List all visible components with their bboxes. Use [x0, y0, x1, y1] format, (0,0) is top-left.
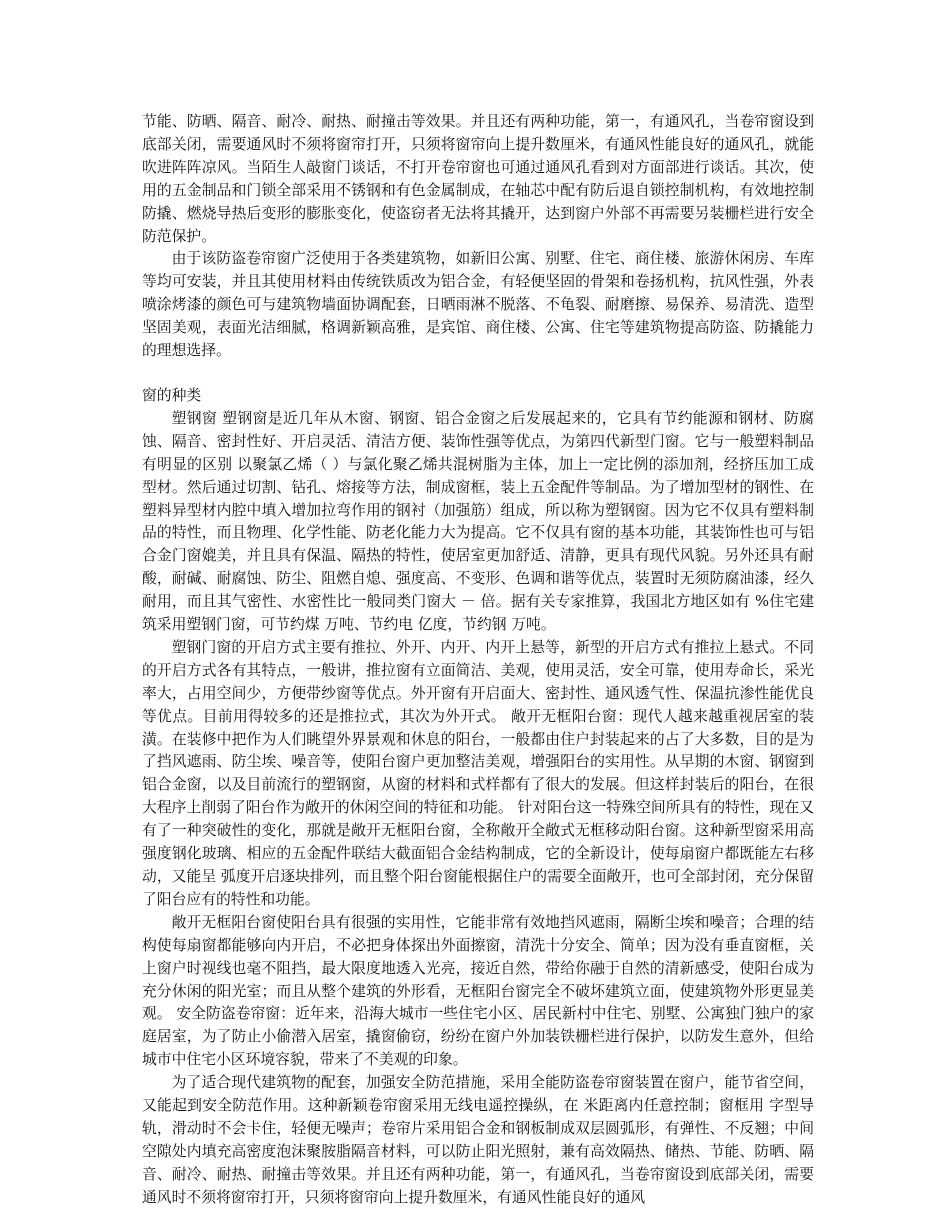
- paragraph-continued: 节能、防晒、隔音、耐冷、耐热、耐撞击等效果。并且还有两种功能，第一，有通风孔，当卷帘窗设到底部关闭，需要通风时不须将窗帘打开，只须将窗帘向上提升数厘米，有通风性能良好的通风孔，就能吹进阵阵凉风。当陌生人敲窗门谈话，不打开卷帘窗也可通过通风孔看到对方面部进行谈话。其次，使用的五金制品和门锁全部采用不锈钢和有色金属制成，在轴芯中配有防后退自锁控制机构，有效地控制防撬、燃烧导热后变形的膨胀变化，使盗窃者无法将其撬开，达到窗户外部不再需要另装栅栏进行安全防范保护。: [142, 113, 814, 245]
- paragraph-opening-methods: 塑钢门窗的开启方式主要有推拉、外开、内开、内开上悬等，新型的开启方式有推拉上悬式。不同的开启方式各有其特点，一般讲，推拉窗有立面简洁、美观，使用灵活，安全可靠，使用寿命长，采光率大，占用空间少，方便带纱窗等优点。外开窗有开启面大、密封性、通风透气性、保温抗渗性能优良等优点。目前用得较多的还是推拉式，其次为外开式。 敞开无框阳台窗：现代人越来越重视居室的装潢。在装修中把作为人们眺望外界景观和休息的阳台，一般都由住户封装起来的占了大多数，目的是为了挡风遮雨、防尘埃、噪音等，使阳台窗户更加整洁美观，增强阳台的实用性。从早期的木窗、钢窗到铝合金窗，以及目前流行的塑钢窗，从窗的材料和式样都有了很大的发展。但这样封装后的阳台，在很大程序上削弱了阳台作为敞开的休闲空间的特征和功能。 针对阳台这一特殊空间所具有的特性，现在又有了一种突破性的变化，那就是敞开无框阳台窗，全称敞开全敞式无框移动阳台窗。这种新型窗采用高强度钢化玻璃、相应的五金配件联结大截面铝合金结构制成，它的全新设计，使每扇窗户都既能左右移动，又能呈 弧度开启逐块排列，而且整个阳台窗能根据住户的需要全面敞开，也可全部封闭，充分保留了阳台应有的特性和功能。: [142, 638, 814, 908]
- paragraph-shutter-window-features: 为了适合现代建筑物的配套，加强安全防范措施，采用全能防盗卷帘窗装置在窗户，能节省空间，又能起到安全防范作用。这种新颖卷帘窗采用无线电遥控操纵，在 米距离内任意控制；窗框用 字型导轨，滑动时不会卡住，轻便无噪声；卷帘片采用铝合金和钢板制成双层圆弧形，有弹性、不反翘；中间空隙处内填充高密度泡沫聚胺脂隔音材料，可以防止阳光照射，兼有高效隔热、储热、节能、防晒、隔音、耐冷、耐热、耐撞击等效果。并且还有两种功能，第一，有通风孔，当卷帘窗设到底部关闭，需要通风时不须将窗帘打开，只须将窗帘向上提升数厘米，有通风性能良好的通风: [142, 1074, 814, 1206]
- paragraph-anti-theft-shutter-usage: 由于该防盗卷帘窗广泛使用于各类建筑物，如新旧公寓、别墅、住宅、商住楼、旅游休闲房、车库等均可安装，并且其使用材料由传统铁质改为铝合金，有轻便坚固的骨架和卷扬机构，抗风性强，外表喷涂烤漆的颜色可与建筑物墙面协调配套，日晒雨淋不脱落、不龟裂、耐磨擦、易保养、易清洗、造型坚固美观，表面光洁细腻，格调新颖高雅，是宾馆、商住楼、公寓、住宅等建筑物提高防盗、防撬能力的理想选择。: [142, 250, 814, 360]
- paragraph-plastic-steel-window: 塑钢窗 塑钢窗是近几年从木窗、钢窗、铝合金窗之后发展起来的，它具有节约能源和钢材、防腐蚀、隔音、密封性好、开启灵活、清洁方便、装饰性强等优点，为第四代新型门窗。它与一般塑料制品有明显的区别 以聚氯乙烯（ ）与氯化聚乙烯共混树脂为主体，加上一定比例的添加剂，经挤压加工成型材。然后通过切割、钻孔、熔接等方法，制成窗框，装上五金配件等制品。为了增加型材的钢性、在塑料异型材内腔中填入增加拉弯作用的钢衬（加强筋）组成，所以称为塑钢窗。因为它不仅具有塑料制品的特性，而且物理、化学性能、防老化能力大为提高。它不仅具有窗的基本功能，其装饰性也可与铝合金门窗媲美，并且具有保温、隔热的特性，使居室更加舒适、清静，更具有现代风貌。另外还具有耐酸，耐碱、耐腐蚀、防尘、阻燃自熄、强度高、不变形、色调和谐等优点，装置时无须防腐油漆，经久耐用，而且其气密性、水密性比一般同类门窗大 － 倍。据有关专家推算，我国北方地区如有 %住宅建筑采用塑钢门窗，可节约煤 万吨、节约电 亿度，节约钢 万吨。: [142, 409, 814, 634]
- paragraph-frameless-balcony-window: 敞开无框阳台窗使阳台具有很强的实用性，它能非常有效地挡风遮雨，隔断尘埃和噪音；合理的结构使每扇窗都能够向内开启，不必把身体探出外面擦窗，清洗十分安全、简单；因为没有垂直窗框，关上窗户时视线也毫不阻挡，最大限度地透入光亮，接近自然，带给你融于自然的清新感受，使阳台成为充分休闲的阳光室；而且从整个建筑的外形看，无框阳台窗完全不破坏建筑立面，使建筑物外形更显美观。 安全防盗卷帘窗：近年来，沿海大城市一些住宅小区、居民新村中住宅、别墅、公寓独门独户的家庭居室，为了防止小偷潜入居室，撬窗偷窃，纷纷在窗户外加装铁栅栏进行保护，以防发生意外，但给城市中住宅小区环境容貌，带来了不美观的印象。: [142, 913, 814, 1069]
- document-page: [142, 111, 814, 1210]
- section-heading: 窗的种类: [142, 386, 202, 404]
